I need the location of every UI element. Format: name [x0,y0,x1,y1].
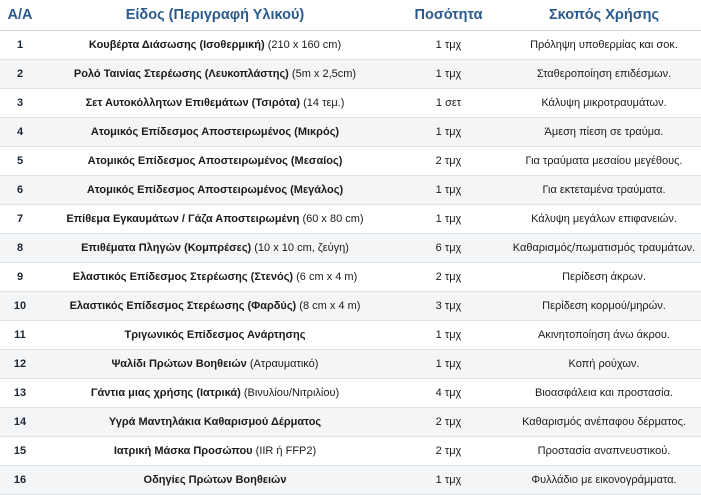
table-row [0,321,701,350]
item-purpose: Φυλλάδιο με εικονογράμματα. [507,466,701,495]
table-header [0,0,701,31]
table-row [0,408,701,437]
item-description [40,31,390,60]
item-quantity: 1 τμχ [390,350,507,379]
item-detail: (10 x 10 cm, ζεύγη) [254,242,349,254]
item-quantity: 1 τμχ [390,466,507,495]
item-name: Ρολό Ταινίας Στερέωσης (Λευκοπλάστης) [73,68,289,80]
item-purpose: Κοπή ρούχων. [507,350,701,379]
table-row [0,31,701,60]
item-description [40,263,390,292]
row-number: 6 [0,176,40,205]
item-description [40,89,390,118]
item-purpose: Κάλυψη μεγάλων επιφανειών. [507,205,701,234]
item-name: Ατομικός Επίδεσμος Αποστειρωμένος (Μεσαίος) [87,155,343,167]
item-purpose: Βιοασφάλεια και προστασία. [507,379,701,408]
table-row [0,466,701,495]
item-description [40,205,390,234]
table-row [0,118,701,147]
item-purpose: Καθαρισμός/πωματισμός τραυμάτων. [507,234,701,263]
item-name: Υγρά Μαντηλάκια Καθαρισμού Δέρματος [108,416,322,428]
header-quantity: Ποσότητα [390,0,507,31]
item-description [40,408,390,437]
row-number: 4 [0,118,40,147]
item-description [40,60,390,89]
item-purpose: Καθαρισμός ανέπαφου δέρματος. [507,408,701,437]
table-row [0,147,701,176]
table-row [0,379,701,408]
item-description [40,118,390,147]
item-description [40,176,390,205]
row-number: 8 [0,234,40,263]
item-purpose: Άμεση πίεση σε τραύμα. [507,118,701,147]
row-number: 5 [0,147,40,176]
item-name: Επιθέματα Πληγών (Κομπρέσες) [81,242,252,254]
table-row [0,89,701,118]
header-row [0,0,701,31]
table-row [0,234,701,263]
row-number: 1 [0,31,40,60]
item-name: Τριγωνικός Επίδεσμος Ανάρτησης [124,329,306,341]
item-purpose: Ακινητοποίηση άνω άκρου. [507,321,701,350]
item-purpose: Κάλυψη μικροτραυμάτων. [507,89,701,118]
row-number: 15 [0,437,40,466]
item-purpose: Περίδεση άκρων. [507,263,701,292]
table-row [0,60,701,89]
item-purpose: Για τραύματα μεσαίου μεγέθους. [507,147,701,176]
item-name: Ατομικός Επίδεσμος Αποστειρωμένος (Μεγάλος) [86,184,344,196]
row-number: 13 [0,379,40,408]
item-quantity: 1 τμχ [390,31,507,60]
item-name: Ψαλίδι Πρώτων Βοηθειών [111,358,247,370]
row-number: 2 [0,60,40,89]
item-quantity: 1 τμχ [390,321,507,350]
item-quantity: 2 τμχ [390,147,507,176]
item-quantity: 1 σετ [390,89,507,118]
table-row [0,176,701,205]
item-quantity: 2 τμχ [390,437,507,466]
row-number: 12 [0,350,40,379]
item-description [40,234,390,263]
header-aa: Α/Α [0,0,40,31]
item-quantity: 2 τμχ [390,408,507,437]
row-number: 10 [0,292,40,321]
item-description [40,321,390,350]
item-purpose: Προστασία αναπνευστικού. [507,437,701,466]
item-quantity: 1 τμχ [390,118,507,147]
item-quantity: 4 τμχ [390,379,507,408]
item-detail: (60 x 80 cm) [302,213,364,225]
item-name: Σετ Αυτοκόλλητων Επιθεμάτων (Τσιρότα) [85,97,301,109]
item-quantity: 1 τμχ [390,60,507,89]
row-number: 9 [0,263,40,292]
item-description [40,350,390,379]
table-body [0,31,701,495]
item-purpose: Πρόληψη υποθερμίας και σοκ. [507,31,701,60]
table-row [0,263,701,292]
item-name: Ελαστικός Επίδεσμος Στερέωσης (Φαρδύς) [69,300,297,312]
item-description [40,437,390,466]
table-row [0,437,701,466]
item-quantity: 1 τμχ [390,176,507,205]
row-number: 3 [0,89,40,118]
item-name: Ιατρική Μάσκα Προσώπου [113,445,253,457]
item-quantity: 3 τμχ [390,292,507,321]
item-purpose: Σταθεροποίηση επιδέσμων. [507,60,701,89]
row-number: 16 [0,466,40,495]
item-purpose: Περίδεση κορμού/μηρών. [507,292,701,321]
item-quantity: 2 τμχ [390,263,507,292]
row-number: 7 [0,205,40,234]
item-detail: (Βινυλίου/Νιτριλίου) [243,387,340,399]
item-quantity: 6 τμχ [390,234,507,263]
item-description [40,466,390,495]
table-row [0,350,701,379]
table-row [0,205,701,234]
item-detail: (IIR ή FFP2) [255,445,317,457]
item-name: Οδηγίες Πρώτων Βοηθειών [143,474,287,486]
row-number: 14 [0,408,40,437]
item-description [40,147,390,176]
item-detail: (Ατραυματικό) [249,358,319,370]
item-name: Επίθεμα Εγκαυμάτων / Γάζα Αποστειρωμένη [66,213,300,225]
item-detail: (14 τεμ.) [303,97,345,109]
header-description: Είδος (Περιγραφή Υλικού) [40,0,390,31]
item-quantity: 1 τμχ [390,205,507,234]
item-detail: (8 cm x 4 m) [299,300,361,312]
item-name: Ελαστικός Επίδεσμος Στερέωσης (Στενός) [72,271,294,283]
item-description [40,379,390,408]
header-purpose: Σκοπός Χρήσης [507,0,701,31]
item-detail: (210 x 160 cm) [267,39,342,51]
item-detail: (5m x 2,5cm) [291,68,357,80]
item-detail: (6 cm x 4 m) [296,271,358,283]
item-name: Κουβέρτα Διάσωσης (Ισοθερμική) [88,39,265,51]
item-name: Ατομικός Επίδεσμος Αποστειρωμένος (Μικρός) [90,126,340,138]
item-name: Γάντια μιας χρήσης (Ιατρικά) [90,387,241,399]
row-number: 11 [0,321,40,350]
item-description [40,292,390,321]
item-purpose: Για εκτεταμένα τραύματα. [507,176,701,205]
table-row [0,292,701,321]
